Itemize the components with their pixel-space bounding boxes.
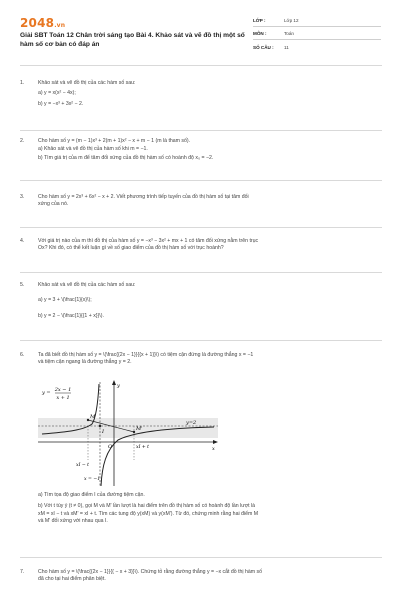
question-number: 3.	[20, 194, 25, 200]
x-axis-arrow-icon	[213, 440, 218, 444]
divider	[253, 26, 381, 27]
meta-label: LỚP :	[253, 18, 266, 23]
meta-value: Toán	[284, 31, 294, 36]
y-axis-arrow-icon	[112, 380, 116, 385]
question-part: b) y = 2 − \(\frac{1}{{1 + x}}\).	[38, 312, 104, 319]
question-text: Ta đã biết đồ thị hàm số y = \(\frac{{2x − 1}}{{x + 1}}\) có tiệm cận đứng là đường thẳng x = −1	[38, 352, 254, 358]
question-part: b) Với t tùy ý (t ≠ 0), gọi M và M' lần lượt là hai điểm trên đồ thị hàm số có hoành độ lần lượt là	[38, 503, 256, 510]
divider	[20, 65, 382, 66]
question-part: b) Tìm giá trị của m để tâm đối xứng của đồ thị hàm số có hoành độ x₀ = −2.	[38, 154, 214, 161]
question-text: Ox? Khi đó, có thể kết luận gì về số giao điểm của đồ thị hàm số với trục hoành?	[38, 245, 224, 252]
question-text: Cho hàm số y = (m − 1)x³ + 2(m + 1)x² − x + m − 1 (m là tham số).	[38, 138, 191, 144]
divider	[20, 180, 382, 181]
divider	[253, 39, 381, 40]
point-mprime	[133, 431, 135, 433]
divider	[20, 272, 382, 273]
question-part: a) Khảo sát và vẽ đồ thị của hàm số khi m = −1.	[38, 146, 148, 153]
function-graph-figure	[38, 380, 218, 486]
question-text: xứng của nó.	[38, 201, 69, 208]
meta-label: MÔN :	[253, 31, 267, 36]
question-text: và tiệm cận ngang là đường thẳng y = 2.	[38, 359, 132, 366]
question-part: a) y = 3 + \(\frac{1}{x}\);	[38, 297, 92, 304]
question-text: Cho hàm số y = 2x³ + 6x² − x + 2. Viết phương trình tiếp tuyến của đồ thị hàm số tại tâm đối	[38, 194, 249, 200]
page-title: Giải SBT Toán 12 Chân trời sáng tạo Bài 4. Khảo sát và vẽ đồ thị một số hàm số cơ bản có đáp án	[20, 32, 245, 48]
function-denominator: x + 1	[56, 395, 70, 401]
x-axis-label: x	[212, 446, 215, 452]
asymptote-label-y: y=2	[186, 420, 197, 426]
y-axis-label: y	[117, 383, 120, 389]
question-text: đã cho tại hai điểm phân biệt.	[38, 576, 106, 583]
point-m-label: M	[90, 414, 96, 420]
meta-value: Lớp 12	[284, 18, 299, 23]
question-text: xM = xI − t và xM' = xI + t. Tìm các tung độ y(xM) và y(xM'). Từ đó, chứng minh rằng hai điểm M	[38, 510, 259, 517]
divider	[20, 130, 382, 131]
question-number: 2.	[20, 138, 25, 144]
question-number: 6.	[20, 352, 25, 358]
logo-suffix: .vn	[54, 22, 66, 29]
question-text: Khảo sát và vẽ đồ thị của các hàm số sau:	[38, 282, 136, 288]
point-i	[99, 425, 101, 427]
point-i-label: I	[102, 429, 104, 435]
question-part: b) y = −x³ + 3x² − 2.	[38, 100, 84, 107]
divider	[20, 227, 382, 228]
meta-value: 11	[284, 45, 289, 50]
divider	[20, 557, 382, 558]
point-m	[87, 419, 89, 421]
question-part: a) Tìm tọa độ giao điểm I của đường tiệm cận.	[38, 492, 145, 498]
question-number: 5.	[20, 282, 25, 288]
logo-text: 2048	[20, 16, 55, 30]
question-text: Cho hàm số y = \(\frac{{2x − 1}}{{ − x + 3}}\). Chứng tỏ rằng đường thẳng y = −x cắt đồ thị hàm số	[38, 569, 263, 575]
xr-label: xI + t	[136, 445, 150, 450]
question-number: 7.	[20, 569, 25, 575]
site-logo[interactable]	[20, 16, 65, 30]
divider	[20, 340, 382, 341]
point-mprime-label: M'	[136, 426, 143, 432]
question-number: 1.	[20, 80, 25, 86]
question-number: 4.	[20, 238, 25, 244]
xl-label: xI − t	[76, 463, 90, 468]
function-label: y =	[42, 390, 51, 396]
question-part: a) y = x(x² − 4x);	[38, 90, 76, 97]
asymptote-label-x: x = −1	[84, 477, 101, 482]
question-text: và M' đối xứng với nhau qua I.	[38, 518, 108, 525]
question-text: Với giá trị nào của m thì đồ thị của hàm số y = −x³ − 3x² + mx + 1 có tâm đối xứng nằm trên trục	[38, 238, 259, 244]
question-text: Khảo sát và vẽ đồ thị của các hàm số sau:	[38, 80, 136, 86]
function-numerator: 2x − 1	[54, 387, 72, 393]
origin-label: O	[108, 444, 113, 450]
meta-label: SỐ CÂU :	[253, 45, 274, 50]
